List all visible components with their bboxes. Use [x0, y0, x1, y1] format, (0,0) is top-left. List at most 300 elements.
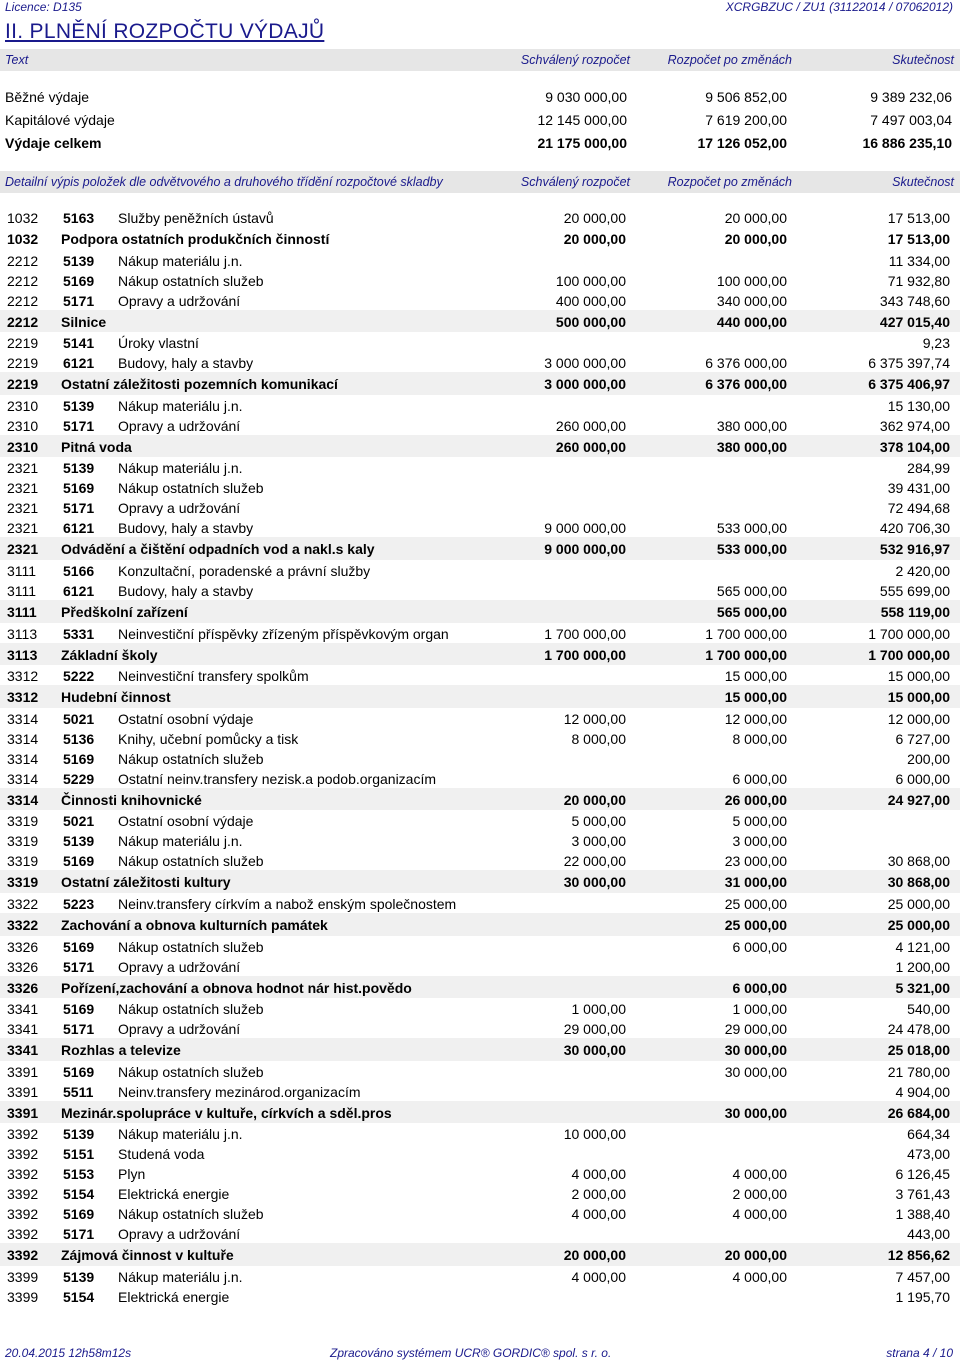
actual-value: 6 727,00 — [895, 730, 950, 747]
amended-value: 15 000,00 — [724, 668, 787, 685]
row-name: Podpora ostatních produkčních činností — [61, 231, 330, 247]
paragraph-code: 3314 — [7, 710, 39, 727]
row-name: Nákup materiálu j.n. — [118, 397, 243, 414]
item-code: 5166 — [63, 562, 95, 579]
row-name: Nákup ostatních služeb — [118, 853, 264, 870]
row-name: Neinvestiční příspěvky zřízeným příspěvkovým organ — [118, 625, 449, 642]
paragraph-code: 3341 — [7, 1042, 39, 1059]
table-row — [0, 998, 960, 1018]
table-row — [0, 936, 960, 956]
item-code: 5139 — [63, 397, 95, 414]
row-name: Nákup ostatních služeb — [118, 938, 264, 955]
item-code: 5171 — [63, 1226, 95, 1243]
summary-header-amended: Rozpočet po změnách — [667, 53, 792, 67]
actual-value: 39 431,00 — [887, 480, 950, 497]
approved-value: 4 000,00 — [571, 1166, 626, 1183]
summary-table — [0, 86, 960, 155]
row-name: Ostatní záležitosti kultury — [61, 874, 231, 891]
footer-datetime: 20.04.2015 12h58m12s — [5, 1346, 132, 1360]
amended-value: 25 000,00 — [724, 895, 787, 912]
actual-value: 200,00 — [907, 750, 950, 767]
item-code: 5331 — [63, 625, 95, 642]
summary-header-actual: Skutečnost — [892, 53, 954, 67]
row-name: Konzultační, poradenské a právní služby — [118, 562, 371, 579]
paragraph-code: 2321 — [7, 520, 39, 537]
table-row — [0, 1163, 960, 1183]
paragraph-code: 2310 — [7, 417, 39, 434]
item-code: 5021 — [63, 813, 95, 830]
actual-value: 15 130,00 — [887, 397, 950, 414]
approved-value: 20 000,00 — [563, 210, 626, 226]
amended-value: 533 000,00 — [716, 541, 787, 558]
paragraph-code: 3113 — [7, 646, 38, 663]
row-name: Opravy a udržování — [118, 958, 241, 975]
item-code: 5171 — [63, 958, 95, 975]
amended-value: 8 000,00 — [732, 730, 787, 747]
amended-value: 6 376 000,00 — [705, 355, 787, 372]
row-name: Hudební činnost — [61, 689, 171, 706]
actual-value: 24 478,00 — [887, 1021, 950, 1038]
approved-value: 20 000,00 — [563, 791, 626, 808]
actual-value: 362 974,00 — [879, 417, 950, 434]
paragraph-code: 2219 — [7, 355, 39, 372]
row-name: Nákup ostatních služeb — [118, 1001, 264, 1018]
paragraph-code: 1032 — [7, 210, 39, 226]
paragraph-code: 3322 — [7, 916, 39, 933]
report-footer — [0, 1344, 960, 1361]
paragraph-code: 3392 — [7, 1247, 39, 1264]
item-code: 5154 — [63, 1288, 95, 1305]
paragraph-code: 3391 — [7, 1104, 39, 1121]
paragraph-code: 3111 — [7, 582, 37, 599]
summary-actual: 16 886 235,10 — [862, 135, 952, 151]
item-code: 5021 — [63, 710, 95, 727]
item-code: 5169 — [63, 853, 95, 870]
item-code: 5169 — [63, 1001, 95, 1018]
subtotal-row — [0, 643, 960, 666]
amended-value: 440 000,00 — [716, 313, 787, 330]
paragraph-code: 3319 — [7, 833, 39, 850]
row-name: Pořízení,zachování a obnova hodnot nár hist.povědo — [61, 979, 412, 996]
detail-header-actual: Skutečnost — [892, 175, 954, 189]
paragraph-code: 3314 — [7, 750, 39, 767]
actual-value: 7 457,00 — [895, 1268, 950, 1285]
actual-value: 5 321,00 — [895, 979, 950, 996]
approved-value: 1 700 000,00 — [544, 646, 626, 663]
row-name: Mezinár.spolupráce v kultuře, církvích a sděl.pros — [61, 1104, 392, 1121]
actual-value: 72 494,68 — [887, 500, 950, 517]
amended-value: 12 000,00 — [724, 710, 787, 727]
row-name: Pitná voda — [61, 438, 132, 455]
amended-value: 6 000,00 — [732, 979, 787, 996]
item-code: 5139 — [63, 252, 95, 269]
actual-value: 15 000,00 — [887, 668, 950, 685]
item-code: 5139 — [63, 460, 95, 477]
row-name: Budovy, haly a stavby — [118, 520, 254, 537]
subtotal-row — [0, 372, 960, 395]
amended-value: 100 000,00 — [716, 272, 787, 289]
subtotal-row — [0, 227, 960, 250]
paragraph-code: 3326 — [7, 958, 39, 975]
approved-value: 30 000,00 — [563, 1042, 626, 1059]
table-row — [0, 477, 960, 497]
page-title: II. PLNĚNÍ ROZPOČTU VÝDAJŮ — [5, 20, 325, 43]
paragraph-code: 2321 — [7, 500, 39, 517]
actual-value: 473,00 — [907, 1146, 950, 1163]
paragraph-code: 2212 — [7, 292, 39, 309]
paragraph-code: 2212 — [7, 272, 39, 289]
amended-value: 4 000,00 — [732, 1206, 787, 1223]
item-code: 5139 — [63, 1126, 95, 1143]
item-code: 5229 — [63, 770, 95, 787]
paragraph-code: 2321 — [7, 541, 39, 558]
summary-approved: 12 145 000,00 — [537, 112, 627, 128]
table-row — [0, 810, 960, 830]
actual-value: 4 904,00 — [895, 1083, 950, 1100]
actual-value: 1 700 000,00 — [868, 646, 950, 663]
amended-value: 5 000,00 — [732, 813, 787, 830]
actual-value: 378 104,00 — [879, 438, 950, 455]
paragraph-code: 3312 — [7, 689, 39, 706]
row-name: Ostatní záležitosti pozemních komunikací — [61, 376, 338, 393]
actual-value: 24 927,00 — [887, 791, 950, 808]
amended-value: 26 000,00 — [724, 791, 787, 808]
actual-value: 1 700 000,00 — [868, 625, 950, 642]
row-name: Plyn — [118, 1166, 146, 1183]
subtotal-row — [0, 1101, 960, 1124]
table-row — [0, 457, 960, 477]
approved-value: 20 000,00 — [563, 231, 626, 247]
table-row — [0, 270, 960, 290]
paragraph-code: 3392 — [7, 1206, 39, 1223]
item-code: 5171 — [63, 1021, 95, 1038]
table-row — [0, 1061, 960, 1081]
item-code: 5511 — [63, 1083, 94, 1100]
subtotal-row — [0, 1038, 960, 1061]
item-code: 5153 — [63, 1166, 95, 1183]
approved-value: 29 000,00 — [563, 1021, 626, 1038]
table-row — [0, 517, 960, 537]
amended-value: 20 000,00 — [724, 210, 787, 226]
summary-label: Běžné výdaje — [5, 89, 90, 105]
item-code: 5169 — [63, 938, 95, 955]
paragraph-code: 3326 — [7, 938, 39, 955]
paragraph-code: 3314 — [7, 770, 39, 787]
item-code: 5139 — [63, 833, 95, 850]
detail-header-amended: Rozpočet po změnách — [667, 175, 792, 189]
table-row — [0, 1081, 960, 1101]
actual-value: 25 000,00 — [887, 916, 950, 933]
table-row — [0, 1123, 960, 1143]
approved-value: 10 000,00 — [563, 1126, 626, 1143]
summary-amended: 7 619 200,00 — [705, 112, 787, 128]
footer-system: Zpracováno systémem UCR® GORDIC® spol. s r. o. — [330, 1346, 612, 1360]
paragraph-code: 3326 — [7, 979, 39, 996]
paragraph-code: 3312 — [7, 668, 39, 685]
amended-value: 533 000,00 — [716, 520, 787, 537]
table-row — [0, 207, 960, 227]
item-code: 5139 — [63, 1268, 95, 1285]
amended-value: 565 000,00 — [716, 603, 787, 620]
item-code: 6121 — [63, 582, 95, 599]
actual-value: 15 000,00 — [887, 689, 950, 706]
actual-value: 30 868,00 — [887, 874, 950, 891]
item-code: 5223 — [63, 895, 95, 912]
actual-value: 2 420,00 — [895, 562, 950, 579]
table-row — [0, 893, 960, 913]
approved-value: 22 000,00 — [563, 853, 626, 870]
paragraph-code: 3341 — [7, 1021, 39, 1038]
summary-amended: 17 126 052,00 — [697, 135, 787, 151]
row-name: Knihy, učební pomůcky a tisk — [118, 730, 299, 747]
row-name: Odvádění a čištění odpadních vod a nakl.s kaly — [61, 541, 375, 558]
summary-actual: 9 389 232,06 — [870, 89, 952, 105]
approved-value: 3 000,00 — [571, 833, 626, 850]
row-name: Opravy a udržování — [118, 1226, 241, 1243]
item-code: 5171 — [63, 417, 95, 434]
actual-value: 420 706,30 — [879, 520, 950, 537]
actual-value: 9,23 — [922, 335, 950, 352]
amended-value: 29 000,00 — [724, 1021, 787, 1038]
row-name: Zájmová činnost v kultuře — [61, 1247, 234, 1264]
row-name: Předškolní zařízení — [61, 603, 188, 620]
report-top-bar — [0, 0, 960, 14]
actual-value: 1 388,40 — [895, 1206, 950, 1223]
actual-value: 532 916,97 — [879, 541, 950, 558]
subtotal-row — [0, 1243, 960, 1266]
table-row — [0, 1143, 960, 1163]
item-code: 5141 — [63, 335, 95, 352]
amended-value: 1 700 000,00 — [705, 625, 787, 642]
row-name: Nákup materiálu j.n. — [118, 252, 243, 269]
amended-value: 340 000,00 — [716, 292, 787, 309]
subtotal-row — [0, 976, 960, 999]
summary-amended: 9 506 852,00 — [705, 89, 787, 105]
actual-value: 6 000,00 — [895, 770, 950, 787]
amended-value: 23 000,00 — [724, 853, 787, 870]
paragraph-code: 3392 — [7, 1126, 39, 1143]
table-row — [0, 580, 960, 600]
row-name: Ostatní osobní výdaje — [118, 710, 254, 727]
item-code: 5136 — [63, 730, 95, 747]
paragraph-code: 2219 — [7, 335, 39, 352]
item-code: 5222 — [63, 668, 95, 685]
subtotal-row — [0, 913, 960, 936]
amended-value: 6 000,00 — [732, 770, 787, 787]
table-row — [0, 1203, 960, 1223]
approved-value: 4 000,00 — [571, 1268, 626, 1285]
row-name: Neinvestiční transfery spolkům — [118, 668, 309, 685]
actual-value: 12 856,62 — [887, 1247, 950, 1264]
approved-value: 9 000 000,00 — [544, 541, 626, 558]
report-code: XCRGBZUC / ZU1 (31122014 / 07062012) — [725, 0, 953, 14]
row-name: Neinv.transfery mezinárod.organizacím — [118, 1083, 361, 1100]
summary-row — [0, 132, 960, 155]
subtotal-row — [0, 537, 960, 560]
summary-row — [0, 109, 960, 132]
actual-value: 284,99 — [907, 460, 950, 477]
amended-value: 1 000,00 — [732, 1001, 787, 1018]
row-name: Rozhlas a televize — [61, 1042, 181, 1059]
row-name: Opravy a udržování — [118, 292, 241, 309]
table-row — [0, 250, 960, 270]
detail-header-approved: Schválený rozpočet — [520, 175, 630, 189]
paragraph-code: 3399 — [7, 1288, 39, 1305]
actual-value: 1 200,00 — [895, 958, 950, 975]
table-row — [0, 290, 960, 310]
amended-value: 565 000,00 — [716, 582, 787, 599]
approved-value: 260 000,00 — [555, 417, 626, 434]
table-row — [0, 560, 960, 580]
paragraph-code: 3392 — [7, 1166, 39, 1183]
actual-value: 4 121,00 — [895, 938, 950, 955]
amended-value: 30 000,00 — [724, 1042, 787, 1059]
summary-approved: 21 175 000,00 — [537, 135, 627, 151]
amended-value: 3 000,00 — [732, 833, 787, 850]
amended-value: 1 700 000,00 — [705, 646, 787, 663]
actual-value: 1 195,70 — [895, 1288, 950, 1305]
actual-value: 17 513,00 — [887, 231, 950, 247]
row-name: Elektrická energie — [118, 1186, 230, 1203]
row-name: Opravy a udržování — [118, 500, 241, 517]
row-name: Nákup materiálu j.n. — [118, 1268, 243, 1285]
actual-value: 71 932,80 — [887, 272, 950, 289]
row-name: Ostatní osobní výdaje — [118, 813, 254, 830]
table-row — [0, 956, 960, 976]
actual-value: 12 000,00 — [887, 710, 950, 727]
actual-value: 664,34 — [907, 1126, 950, 1143]
approved-value: 5 000,00 — [571, 813, 626, 830]
item-code: 6121 — [63, 520, 95, 537]
amended-value: 6 376 000,00 — [705, 376, 787, 393]
subtotal-row — [0, 870, 960, 893]
item-code: 5151 — [63, 1146, 95, 1163]
approved-value: 400 000,00 — [555, 292, 626, 309]
subtotal-row — [0, 788, 960, 811]
actual-value: 6 375 397,74 — [868, 355, 950, 372]
amended-value: 30 000,00 — [724, 1104, 787, 1121]
row-name: Silnice — [61, 313, 107, 330]
approved-value: 1 000,00 — [571, 1001, 626, 1018]
summary-row — [0, 86, 960, 109]
actual-value: 21 780,00 — [887, 1063, 950, 1080]
approved-value: 12 000,00 — [563, 710, 626, 727]
paragraph-code: 3319 — [7, 813, 39, 830]
row-name: Základní školy — [61, 646, 158, 663]
detail-header — [0, 171, 960, 193]
summary-approved: 9 030 000,00 — [545, 89, 627, 105]
approved-value: 20 000,00 — [563, 1247, 626, 1264]
paragraph-code: 3111 — [7, 603, 37, 620]
row-name: Nákup ostatních služeb — [118, 1206, 264, 1223]
row-name: Zachování a obnova kulturních památek — [61, 916, 328, 933]
table-row — [0, 497, 960, 517]
subtotal-row — [0, 310, 960, 333]
table-row — [0, 395, 960, 415]
amended-value: 380 000,00 — [716, 417, 787, 434]
item-code: 5169 — [63, 480, 95, 497]
row-name: Činnosti knihovnické — [61, 791, 202, 808]
row-name: Nákup materiálu j.n. — [118, 1126, 243, 1143]
paragraph-code: 3314 — [7, 730, 39, 747]
subtotal-row — [0, 435, 960, 458]
item-code: 5171 — [63, 292, 95, 309]
actual-value: 427 015,40 — [879, 313, 950, 330]
table-row — [0, 728, 960, 748]
paragraph-code: 3322 — [7, 895, 39, 912]
detail-table — [0, 207, 960, 1306]
row-name: Budovy, haly a stavby — [118, 582, 254, 599]
amended-value: 4 000,00 — [732, 1166, 787, 1183]
actual-value: 11 334,00 — [888, 252, 950, 269]
paragraph-code: 3319 — [7, 874, 39, 891]
item-code: 5171 — [63, 500, 95, 517]
amended-value: 2 000,00 — [732, 1186, 787, 1203]
row-name: Nákup materiálu j.n. — [118, 833, 243, 850]
approved-value: 2 000,00 — [571, 1186, 626, 1203]
summary-header-text: Text — [5, 53, 29, 67]
row-name: Studená voda — [118, 1146, 205, 1163]
item-code: 5169 — [63, 272, 95, 289]
detail-header-text: Detailní výpis položek dle odvětvového a druhového třídění rozpočtové skladby — [5, 175, 443, 189]
row-name: Nákup ostatních služeb — [118, 272, 264, 289]
approved-value: 3 000 000,00 — [544, 355, 626, 372]
actual-value: 17 513,00 — [887, 210, 950, 226]
paragraph-code: 3341 — [7, 1001, 39, 1018]
paragraph-code: 3392 — [7, 1186, 39, 1203]
item-code: 5154 — [63, 1186, 95, 1203]
paragraph-code: 3314 — [7, 791, 39, 808]
approved-value: 30 000,00 — [563, 874, 626, 891]
actual-value: 443,00 — [907, 1226, 950, 1243]
table-row — [0, 1286, 960, 1306]
paragraph-code: 2321 — [7, 480, 39, 497]
item-code: 5169 — [63, 750, 95, 767]
approved-value: 100 000,00 — [555, 272, 626, 289]
paragraph-code: 2212 — [7, 313, 39, 330]
approved-value: 500 000,00 — [555, 313, 626, 330]
licence-label: Licence: D135 — [5, 0, 82, 14]
paragraph-code: 2321 — [7, 460, 39, 477]
row-name: Nákup ostatních služeb — [118, 750, 264, 767]
row-name: Ostatní neinv.transfery nezisk.a podob.organizacím — [118, 770, 437, 787]
row-name: Nákup ostatních služeb — [118, 480, 264, 497]
actual-value: 25 000,00 — [887, 895, 950, 912]
approved-value: 4 000,00 — [571, 1206, 626, 1223]
actual-value: 30 868,00 — [887, 853, 950, 870]
row-name: Budovy, haly a stavby — [118, 355, 254, 372]
table-row — [0, 830, 960, 850]
item-code: 5169 — [63, 1063, 95, 1080]
paragraph-code: 3113 — [7, 625, 38, 642]
item-code: 5169 — [63, 1206, 95, 1223]
actual-value: 555 699,00 — [879, 582, 950, 599]
amended-value: 4 000,00 — [732, 1268, 787, 1285]
amended-value: 30 000,00 — [724, 1063, 787, 1080]
approved-value: 3 000 000,00 — [544, 376, 626, 393]
approved-value: 260 000,00 — [555, 438, 626, 455]
table-row — [0, 748, 960, 768]
paragraph-code: 3392 — [7, 1146, 39, 1163]
row-name: Služby peněžních ústavů — [118, 210, 274, 226]
table-row — [0, 708, 960, 728]
paragraph-code: 3399 — [7, 1268, 39, 1285]
summary-label: Výdaje celkem — [5, 135, 102, 151]
table-row — [0, 768, 960, 788]
actual-value: 3 761,43 — [895, 1186, 950, 1203]
subtotal-row — [0, 685, 960, 708]
amended-value: 31 000,00 — [724, 874, 787, 891]
